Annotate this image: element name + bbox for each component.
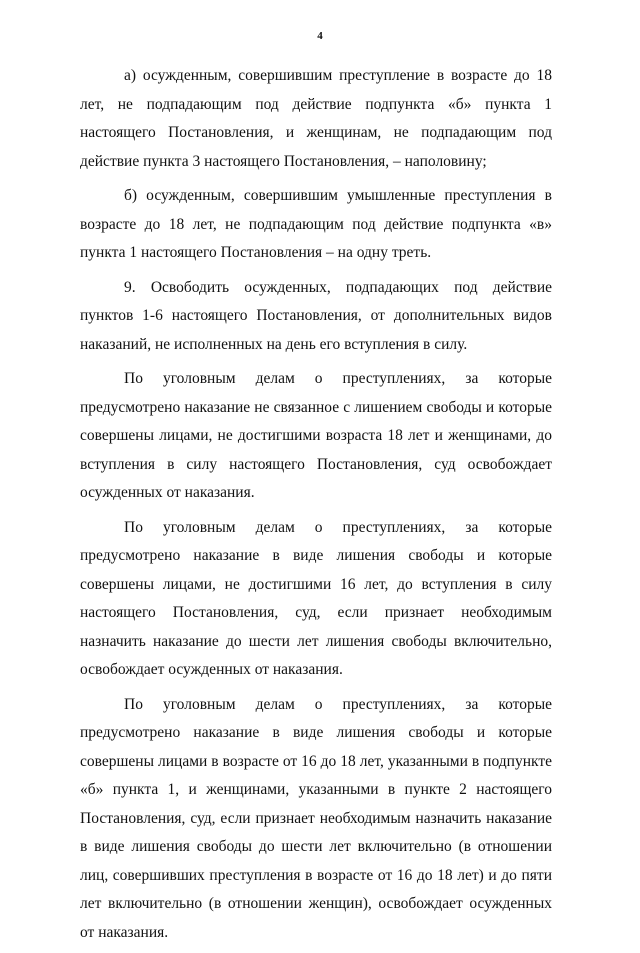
paragraph-9: 9. Освободить осужденных, подпадающих под действие пунктов 1-6 настоящего Постановления, от дополнительных видов наказаний, не исполненных на день его вступления в силу.	[80, 278, 552, 353]
paragraph-8a: а) осужденным, совершившим преступление в возрасте до 18 лет, не подпадающим под действие подпункта «б» пункта 1 настоящего Постановления, и женщинам, не подпадающим под действие пункта 3 настоящего Постановления, – наполовину;	[80, 67, 552, 170]
paragraph-8b: б) осужденным, совершившим умышленные преступления в возрасте до 18 лет, не подпадающим под действие подпункта «в» пункта 1 настоящего Постановления – на одну треть.	[80, 187, 552, 261]
page-number: 4	[317, 30, 323, 42]
paragraph-9-non-custodial: По уголовным делам о преступлениях, за которые предусмотрено наказание не связанное с лишением свободы и которые совершены лицами, не достигшими возраста 18 лет и женщинами, до вступления в силу настоящего Постановления, суд освобождает осужденных от наказания.	[80, 370, 552, 501]
paragraph-9-under-16: По уголовным делам о преступлениях, за которые предусмотрено наказание в виде лишения свободы и которые совершены лицами, не достигшими 16 лет, до вступления в силу настоящего Постановления, суд, если признает необходимым назначить наказание до шести лет лишения свободы включительно, освобождает осужденных от наказания.	[80, 518, 552, 678]
document-body	[80, 62, 552, 953]
paragraph-9-16-to-18-and-women: По уголовным делам о преступлениях, за которые предусмотрено наказание в виде лишения свободы и которые совершены лицами в возрасте от 16 до 18 лет, указанными в подпункте «б» пункта 1, и женщинами, указанными в пункте 2 настоящего Постановления, суд, если признает необходимым назначить наказание в виде лишения свободы до шести лет включительно (в отношении лиц, совершивших преступления в возрасте от 16 до 18 лет) и до пяти лет включительно (в отношении женщин), освобождает осужденных от наказания.	[80, 695, 552, 941]
